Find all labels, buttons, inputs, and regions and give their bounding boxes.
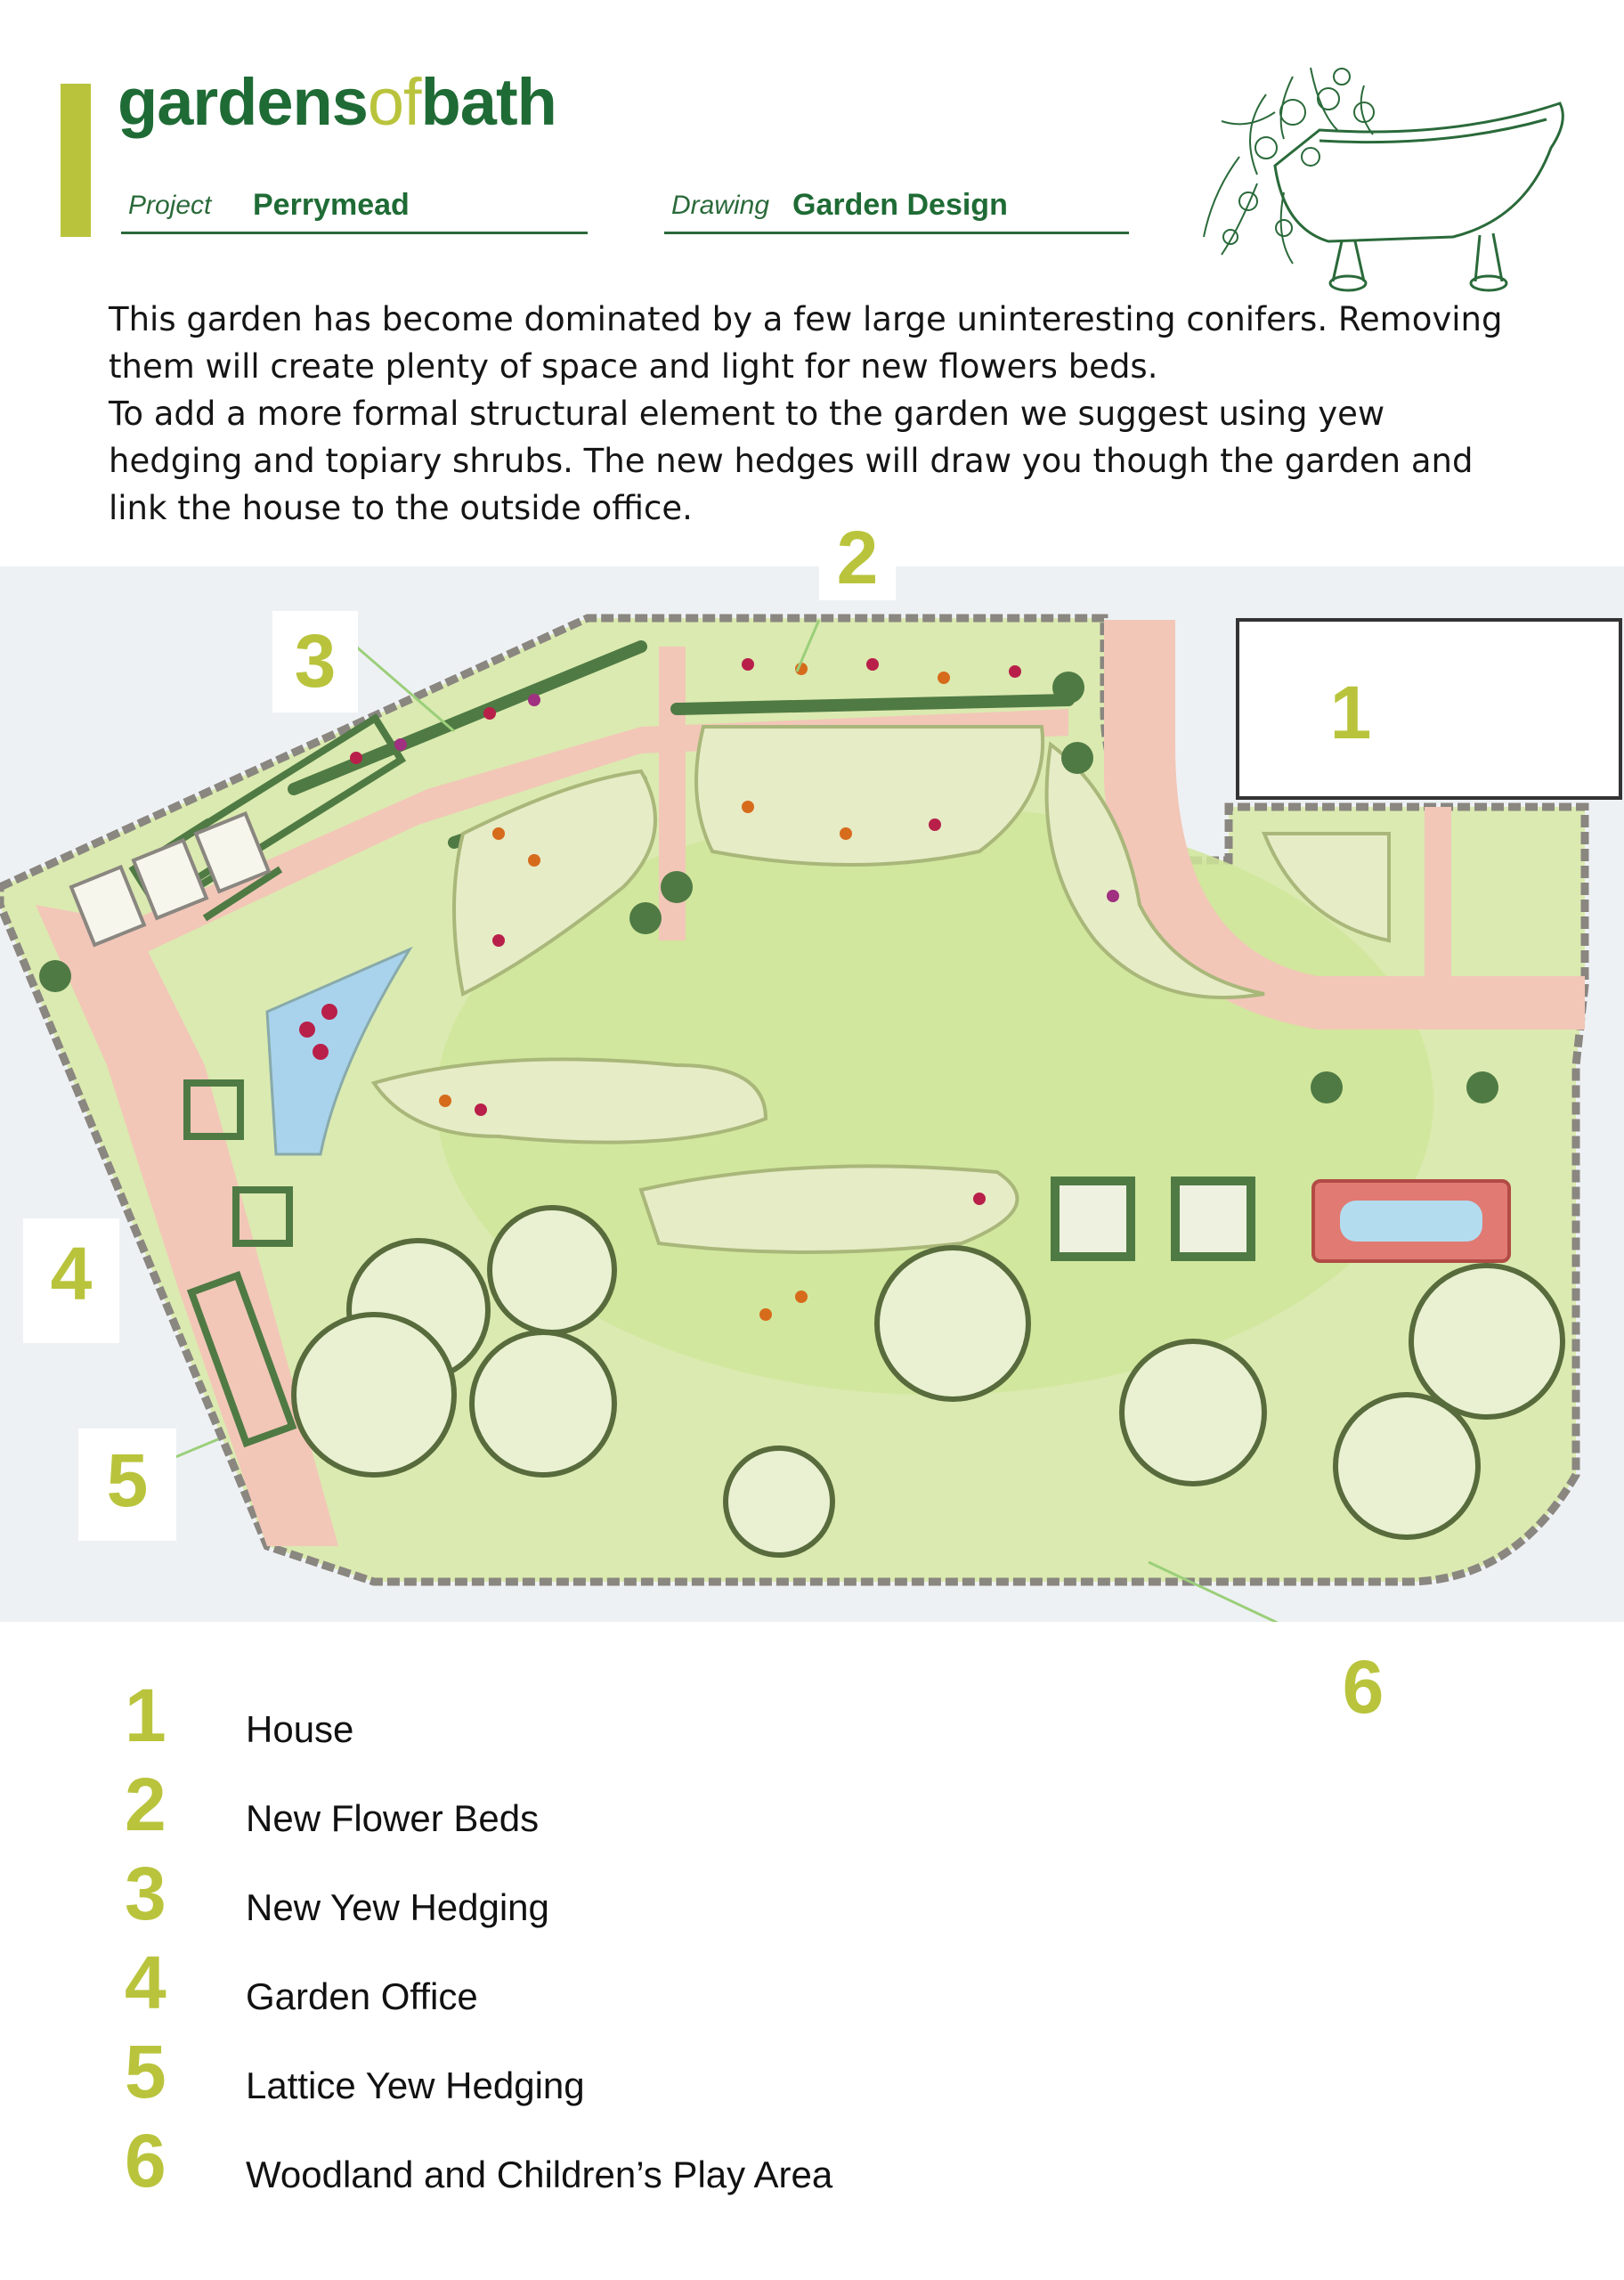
legend-number: 4 — [125, 1941, 166, 2024]
plan-marker-6: 6 — [1323, 1649, 1403, 1730]
legend-number: 5 — [125, 2030, 166, 2113]
drawing-field — [664, 185, 1129, 234]
legend-number: 3 — [125, 1852, 166, 1935]
logo-gardens: gardens — [118, 65, 368, 139]
plan-marker-2: 2 — [819, 520, 896, 600]
project-field — [121, 185, 588, 234]
formal-pool — [1340, 1201, 1482, 1242]
drawing-label: Drawing — [671, 191, 770, 220]
intro-paragraph-2: To add a more formal structural element to the garden we suggest using yew hedging and topiary shrubs. The new hedges will draw you though the garden and link the house to the outside office. — [109, 395, 1474, 527]
legend-label: New Flower Beds — [246, 1797, 540, 1839]
legend-label: Woodland and Children’s Play Area — [246, 2154, 833, 2195]
legend-number: 2 — [125, 1763, 166, 1846]
company-logo — [118, 65, 556, 139]
plan-marker-1: 1 — [1302, 657, 1400, 782]
logo-of: of — [367, 65, 421, 139]
legend-number: 6 — [125, 2119, 166, 2203]
house-spur-path — [1425, 807, 1451, 985]
intro-paragraph-1: This garden has become dominated by a few large uninteresting conifers. Removing them will create plenty of space and light for new flowers beds. — [109, 300, 1503, 386]
topiary-square-2 — [1175, 1181, 1251, 1257]
project-value: Perrymead — [253, 188, 410, 222]
legend-label: House — [246, 1708, 354, 1750]
bathtub-planter-illustration — [1186, 59, 1571, 296]
legend-label: Garden Office — [246, 1975, 478, 2017]
plan-marker-3: 3 — [272, 611, 358, 712]
intro-text — [109, 296, 1515, 532]
accent-bar — [61, 84, 91, 237]
logo-bath: bath — [420, 65, 556, 139]
topiary-square-1 — [1055, 1181, 1131, 1257]
drawing-value: Garden Design — [792, 188, 1008, 222]
plan-marker-5: 5 — [78, 1429, 176, 1541]
house-outline — [1238, 620, 1620, 798]
legend-label: New Yew Hedging — [246, 1886, 549, 1928]
legend-label: Lattice Yew Hedging — [246, 2064, 585, 2106]
project-label: Project — [128, 191, 212, 220]
plan-marker-4: 4 — [23, 1218, 119, 1343]
legend-number: 1 — [125, 1673, 166, 1757]
